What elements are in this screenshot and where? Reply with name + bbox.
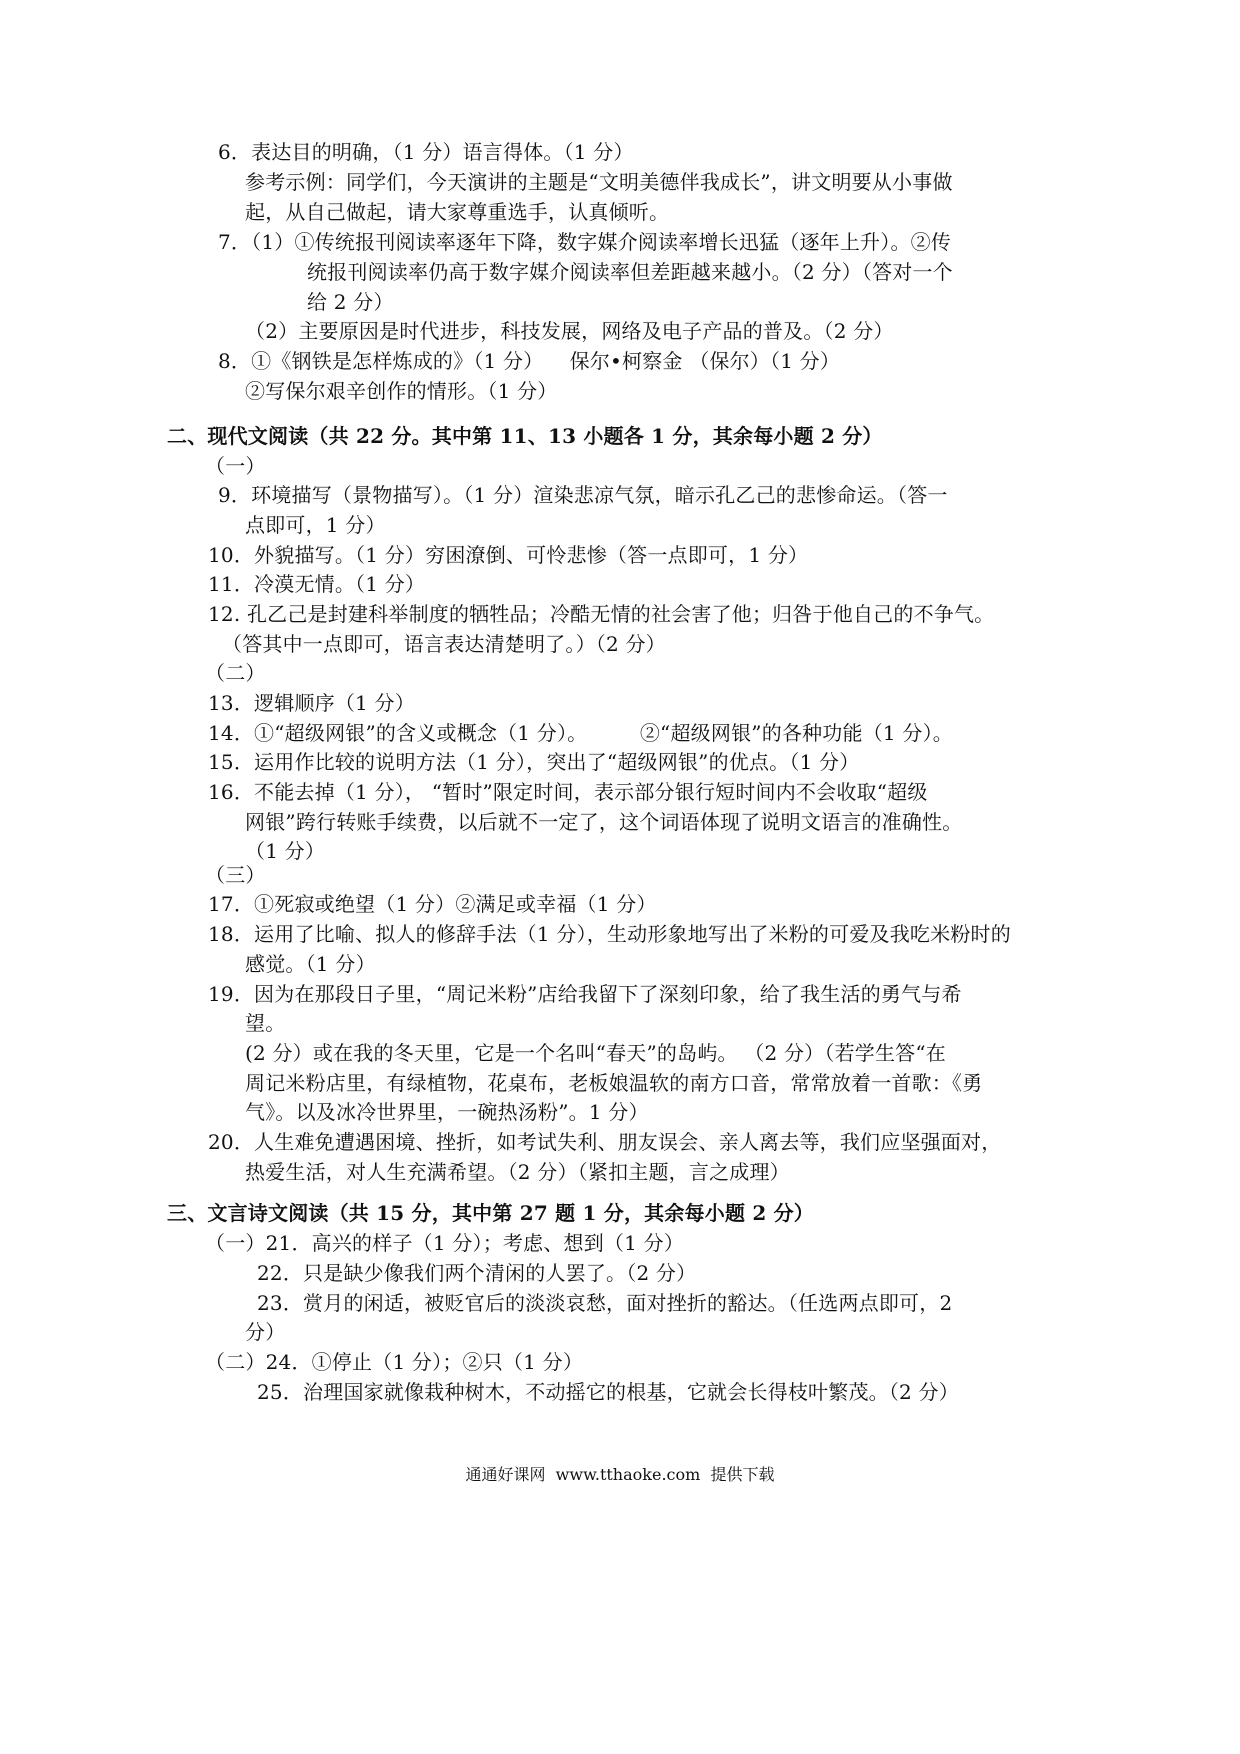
page-footer: 通通好课网 www.tthaoke.com 提供下载 <box>465 1465 775 1484</box>
answer-q6-line-1: 6．表达目的明确，（1 分）语言得体。（1 分） <box>218 140 634 164</box>
answer-q23-line-2: 分） <box>245 1320 286 1344</box>
answer-q9-line-2: 点即可，1 分） <box>245 513 386 537</box>
answer-q20-line-1: 20．人生难免遭遇困境、挫折，如考试失利、朋友误会、亲人离去等，我们应坚强面对， <box>208 1130 1002 1154</box>
answer-q7-line-4: （2）主要原因是时代进步，科技发展，网络及电子产品的普及。（2 分） <box>245 319 894 343</box>
answer-q19-line-4: 周记米粉店里，有绿植物，花桌布，老板娘温软的南方口音，常常放着一首歌：《勇 <box>245 1071 983 1095</box>
part-1-label: （一） <box>205 454 266 478</box>
answer-q6-line-3: 起，从自己做起，请大家尊重选手，认真倾听。 <box>245 200 670 224</box>
section-3-heading: 三、文言诗文阅读（共 15 分，其中第 27 题 1 分，其余每小题 2 分） <box>167 1201 814 1225</box>
answer-q14: 14．①“超级网银”的含义或概念（1 分）。 ②“超级网银”的各种功能（1 分）。 <box>208 721 953 745</box>
answer-q8-line-1: 8．①《钢铁是怎样炼成的》（1 分） 保尔•柯察金 （保尔）（1 分） <box>218 349 841 373</box>
answer-q11: 11．冷漠无情。（1 分） <box>208 572 426 596</box>
answer-q19-line-2: 望。 <box>245 1011 286 1035</box>
answer-q22: 22．只是缺少像我们两个清闲的人罢了。（2 分） <box>257 1261 697 1285</box>
part-3-label: （三） <box>205 863 266 887</box>
answer-q21: （一）21．高兴的样子（1 分）；考虑、想到（1 分） <box>205 1231 685 1255</box>
answer-q7-line-1: 7．（1）①传统报刊阅读率逐年下降，数字媒介阅读率增长迅猛（逐年上升）。②传 <box>218 230 952 254</box>
answer-q19-line-1: 19．因为在那段日子里，“周记米粉”店给我留下了深刻印象，给了我生活的勇气与希 <box>208 982 962 1006</box>
answer-q18-line-2: 感觉。（1 分） <box>245 952 376 976</box>
answer-q10: 10．外貌描写。（1 分）穷困潦倒、可怜悲惨（答一点即可，1 分） <box>208 543 809 567</box>
part-2-label: （二） <box>205 661 266 685</box>
answer-q20-line-2: 热爱生活，对人生充满希望。（2 分）（紧扣主题，言之成理） <box>245 1160 790 1184</box>
answer-q15: 15．运用作比较的说明方法（1 分），突出了“超级网银”的优点。（1 分） <box>208 750 860 774</box>
answer-q16-line-1: 16．不能去掉（1 分）， “暂时”限定时间，表示部分银行短时间内不会收取“超级 <box>208 780 928 804</box>
section-2-heading: 二、现代文阅读（共 22 分。其中第 11、13 小题各 1 分，其余每小题 2 分） <box>167 424 883 448</box>
answer-q12-line-1: 12. 孔乙己是封建科举制度的牺牲品；冷酷无情的社会害了他；归咎于他自己的不争气。 <box>208 602 995 626</box>
answer-q7-line-3: 给 2 分） <box>307 290 394 314</box>
answer-q9-line-1: 9．环境描写（景物描写）。（1 分）渲染悲凉气氛，暗示孔乙己的悲惨命运。（答一 <box>218 483 948 507</box>
answer-q25: 25．治理国家就像栽种树木，不动摇它的根基，它就会长得枝叶繁茂。（2 分） <box>257 1380 959 1404</box>
answer-q24: （二）24．①停止（1 分）；②只（1 分） <box>205 1350 584 1374</box>
answer-q17: 17．①死寂或绝望（1 分）②满足或幸福（1 分） <box>208 892 657 916</box>
answer-q13: 13．逻辑顺序（1 分） <box>208 691 415 715</box>
answer-q12-line-2: （答其中一点即可，语言表达清楚明了。）（2 分） <box>222 632 666 656</box>
answer-q16-line-2: 网银”跨行转账手续费，以后就不一定了，这个词语体现了说明文语言的准确性。 <box>245 810 963 834</box>
answer-q16-line-3: （1 分） <box>245 839 326 863</box>
answer-q8-line-2: ②写保尔艰辛创作的情形。（1 分） <box>245 379 558 403</box>
answer-q18-line-1: 18．运用了比喻、拟人的修辞手法（1 分），生动形象地写出了米粉的可爱及我吃米粉时的 <box>208 922 1011 946</box>
answer-q19-line-3: (2 分）或在我的冬天里，它是一个名叫“春天”的岛屿。 （2 分）（若学生答“在 <box>245 1041 946 1065</box>
answer-q23-line-1: 23．赏月的闲适，被贬官后的淡淡哀愁，面对挫折的豁达。（任选两点即可，2 <box>257 1291 953 1315</box>
answer-q19-line-5: 气》。以及冰冷世界里，一碗热汤粉”。1 分） <box>245 1100 649 1124</box>
answer-q7-line-2: 统报刊阅读率仍高于数字媒介阅读率但差距越来越小。（2 分）（答对一个 <box>307 260 953 284</box>
answer-q6-line-2: 参考示例：同学们，今天演讲的主题是“文明美德伴我成长”，讲文明要从小事做 <box>245 170 953 194</box>
